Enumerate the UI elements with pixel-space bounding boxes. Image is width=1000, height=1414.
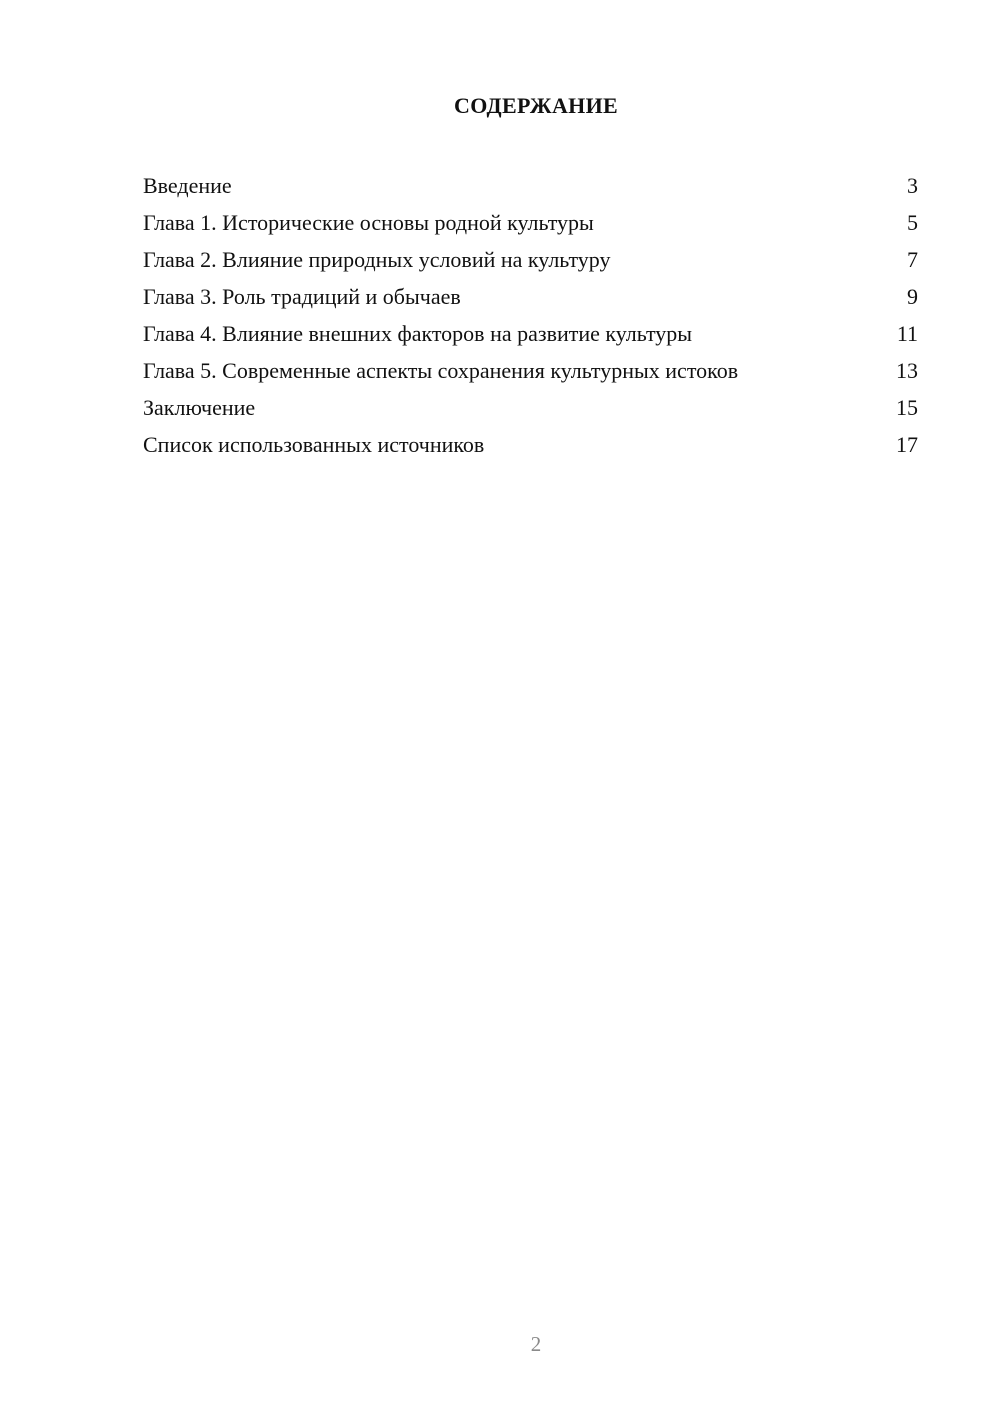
toc-entry-references (143, 426, 918, 463)
toc-entry-chapter-4 (143, 315, 918, 352)
toc-entry-title: Введение (143, 173, 232, 198)
toc-entry-page: 11 (896, 321, 918, 346)
toc-entry-page: 9 (907, 284, 918, 309)
toc-entry-page: 15 (896, 395, 918, 420)
toc-entry-introduction (143, 167, 918, 204)
toc-entry-chapter-3 (143, 278, 918, 315)
toc-entry-page: 7 (907, 247, 918, 272)
toc-heading: СОДЕРЖАНИЕ (454, 93, 618, 118)
toc-entry-title: Глава 1. Исторические основы родной культуры (143, 210, 594, 235)
toc-entry-chapter-2 (143, 241, 918, 278)
toc-entry-chapter-1 (143, 204, 918, 241)
toc-entry-title: Заключение (143, 395, 256, 420)
toc-entry-title: Глава 5. Современные аспекты сохранения культурных истоков (143, 358, 739, 383)
page-number: 2 (530, 1332, 542, 1356)
toc-entry-title: Список использованных источников (143, 432, 485, 457)
toc-entry-chapter-5 (143, 352, 918, 389)
table-of-contents (143, 167, 918, 463)
toc-entry-title: Глава 2. Влияние природных условий на культуру (143, 247, 611, 272)
toc-entry-page: 13 (896, 358, 918, 383)
toc-entry-conclusion (143, 389, 918, 426)
toc-entry-title: Глава 4. Влияние внешних факторов на развитие культуры (143, 321, 693, 346)
toc-entry-page: 17 (896, 432, 918, 457)
toc-entry-page: 5 (907, 210, 918, 235)
toc-entry-title: Глава 3. Роль традиций и обычаев (143, 284, 461, 309)
toc-entry-page: 3 (907, 173, 918, 198)
